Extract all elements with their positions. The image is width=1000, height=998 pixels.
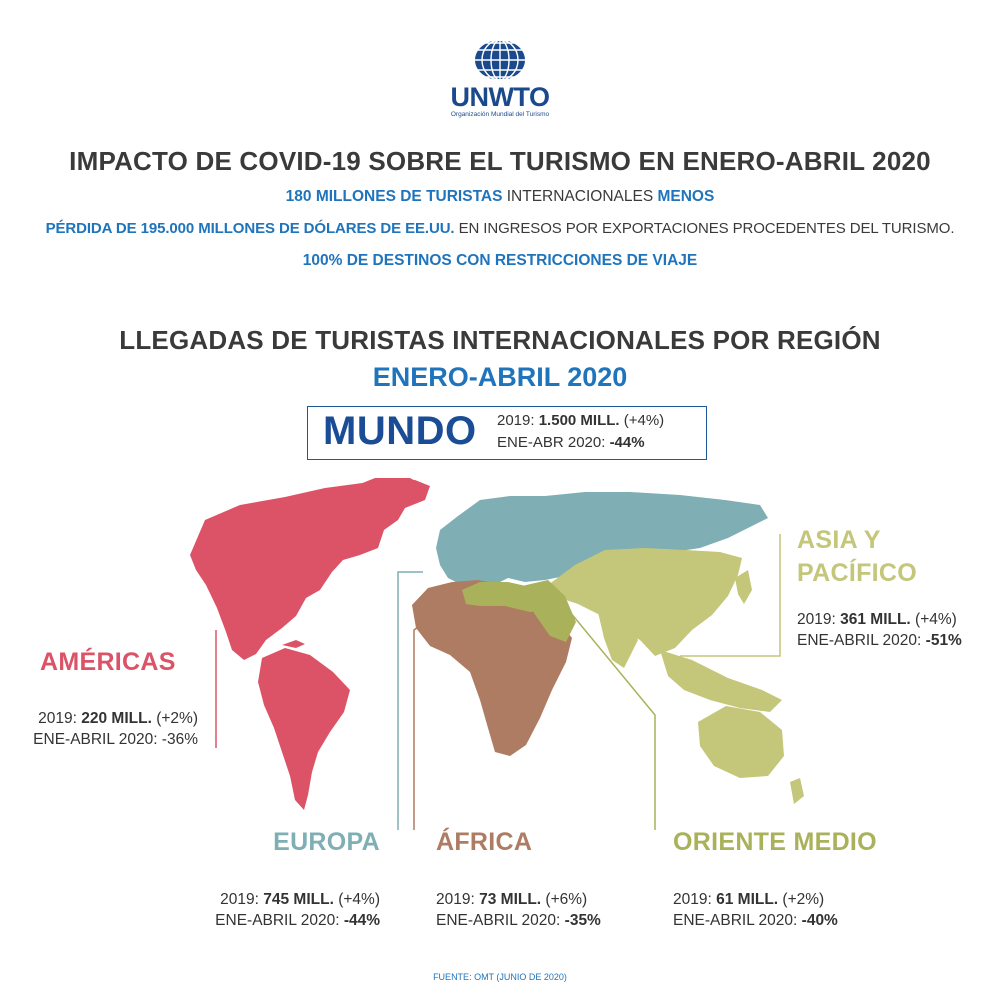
- middle-east-title: ORIENTE MEDIO: [673, 828, 877, 856]
- middle-east-2020-value: -40%: [801, 912, 838, 929]
- asia-2020-value: -51%: [925, 632, 962, 649]
- africa-2019-change: (+6%): [541, 891, 588, 908]
- africa-stats: [436, 889, 601, 931]
- europe-2019-value: 745 MILL.: [263, 891, 334, 908]
- asia-2019-value: 361 MILL.: [840, 611, 911, 628]
- world-title: MUNDO: [323, 409, 477, 453]
- region-americas-shape: [190, 478, 430, 810]
- middle-east-2019-value: 61 MILL.: [716, 891, 779, 908]
- page-title: IMPACTO DE COVID-19 SOBRE EL TURISMO EN ENERO-ABRIL 2020: [69, 146, 931, 176]
- middle-east-2019-change: (+2%): [778, 891, 825, 908]
- source-note: FUENTE: OMT (JUNIO DE 2020): [433, 972, 567, 982]
- asia-stats: [797, 609, 962, 651]
- europe-2019: [215, 889, 380, 910]
- europe-2019-change: (+4%): [333, 891, 380, 908]
- tourists-bold: 180 MILLONES DE TURISTAS: [285, 188, 503, 205]
- world-2019-value: 1.500 MILL.: [538, 412, 620, 429]
- middle-east-stats: [673, 889, 838, 931]
- europe-2020: [215, 910, 380, 931]
- asia-2019: [797, 609, 962, 630]
- asia-2020: [797, 630, 962, 651]
- americas-2019-prefix: 2019:: [38, 710, 82, 727]
- africa-2020-prefix: ENE-ABRIL 2020:: [436, 912, 565, 929]
- tourists-mid: INTERNACIONALES: [506, 188, 654, 205]
- world-2020-prefix: ENE-ABR 2020:: [497, 434, 610, 451]
- europe-stats: [215, 889, 380, 931]
- restrictions: 100% DE DESTINOS CON RESTRICCIONES DE VIAJE: [302, 252, 698, 269]
- world-2019-change: (+4%): [619, 412, 665, 429]
- europe-2019-prefix: 2019:: [220, 891, 264, 908]
- loss-bold: PÉRDIDA DE 195.000 MILLONES DE DÓLARES DE EE.UU.: [45, 220, 455, 237]
- africa-2019-prefix: 2019:: [436, 891, 480, 908]
- africa-2019: [436, 889, 601, 910]
- asia-2020-prefix: ENE-ABRIL 2020:: [797, 632, 926, 649]
- middle-east-2019: [673, 889, 838, 910]
- europe-2020-value: -44%: [343, 912, 380, 929]
- americas-title: AMÉRICAS: [40, 648, 176, 676]
- loss-rest: EN INGRESOS POR EXPORTACIONES PROCEDENTES DEL TURISMO.: [458, 220, 955, 237]
- asia-title-line2: PACÍFICO: [797, 559, 917, 587]
- americas-2019-change: (+2%): [151, 710, 198, 727]
- middle-east-2019-prefix: 2019:: [673, 891, 717, 908]
- world-2019-prefix: 2019:: [497, 412, 539, 429]
- asia-2019-prefix: 2019:: [797, 611, 841, 628]
- africa-2019-value: 73 MILL.: [479, 891, 542, 908]
- middle-east-2020-prefix: ENE-ABRIL 2020:: [673, 912, 802, 929]
- logo-subtitle: Organización Mundial del Turismo: [450, 111, 550, 118]
- americas-stats: [33, 708, 198, 750]
- tourists-end: MENOS: [657, 188, 715, 205]
- africa-2020: [436, 910, 601, 931]
- middle-east-2020: [673, 910, 838, 931]
- region-asia-shape: [548, 548, 804, 804]
- logo-text: UNWTO: [450, 82, 550, 112]
- americas-2020: ENE-ABRIL 2020: -36%: [33, 731, 198, 748]
- africa-2020-value: -35%: [564, 912, 601, 929]
- asia-2019-change: (+4%): [910, 611, 957, 628]
- asia-title: [797, 524, 917, 590]
- americas-2019: [33, 708, 198, 729]
- section-title: LLEGADAS DE TURISTAS INTERNACIONALES POR REGIÓN: [119, 325, 881, 355]
- europe-title: EUROPA: [273, 828, 380, 856]
- world-2020-value: -44%: [609, 434, 645, 451]
- section-period: ENERO-ABRIL 2020: [372, 362, 628, 392]
- asia-title-line1: ASIA Y: [797, 526, 881, 554]
- africa-title: ÁFRICA: [436, 828, 533, 856]
- europe-2020-prefix: ENE-ABRIL 2020:: [215, 912, 344, 929]
- americas-2019-value: 220 MILL.: [81, 710, 152, 727]
